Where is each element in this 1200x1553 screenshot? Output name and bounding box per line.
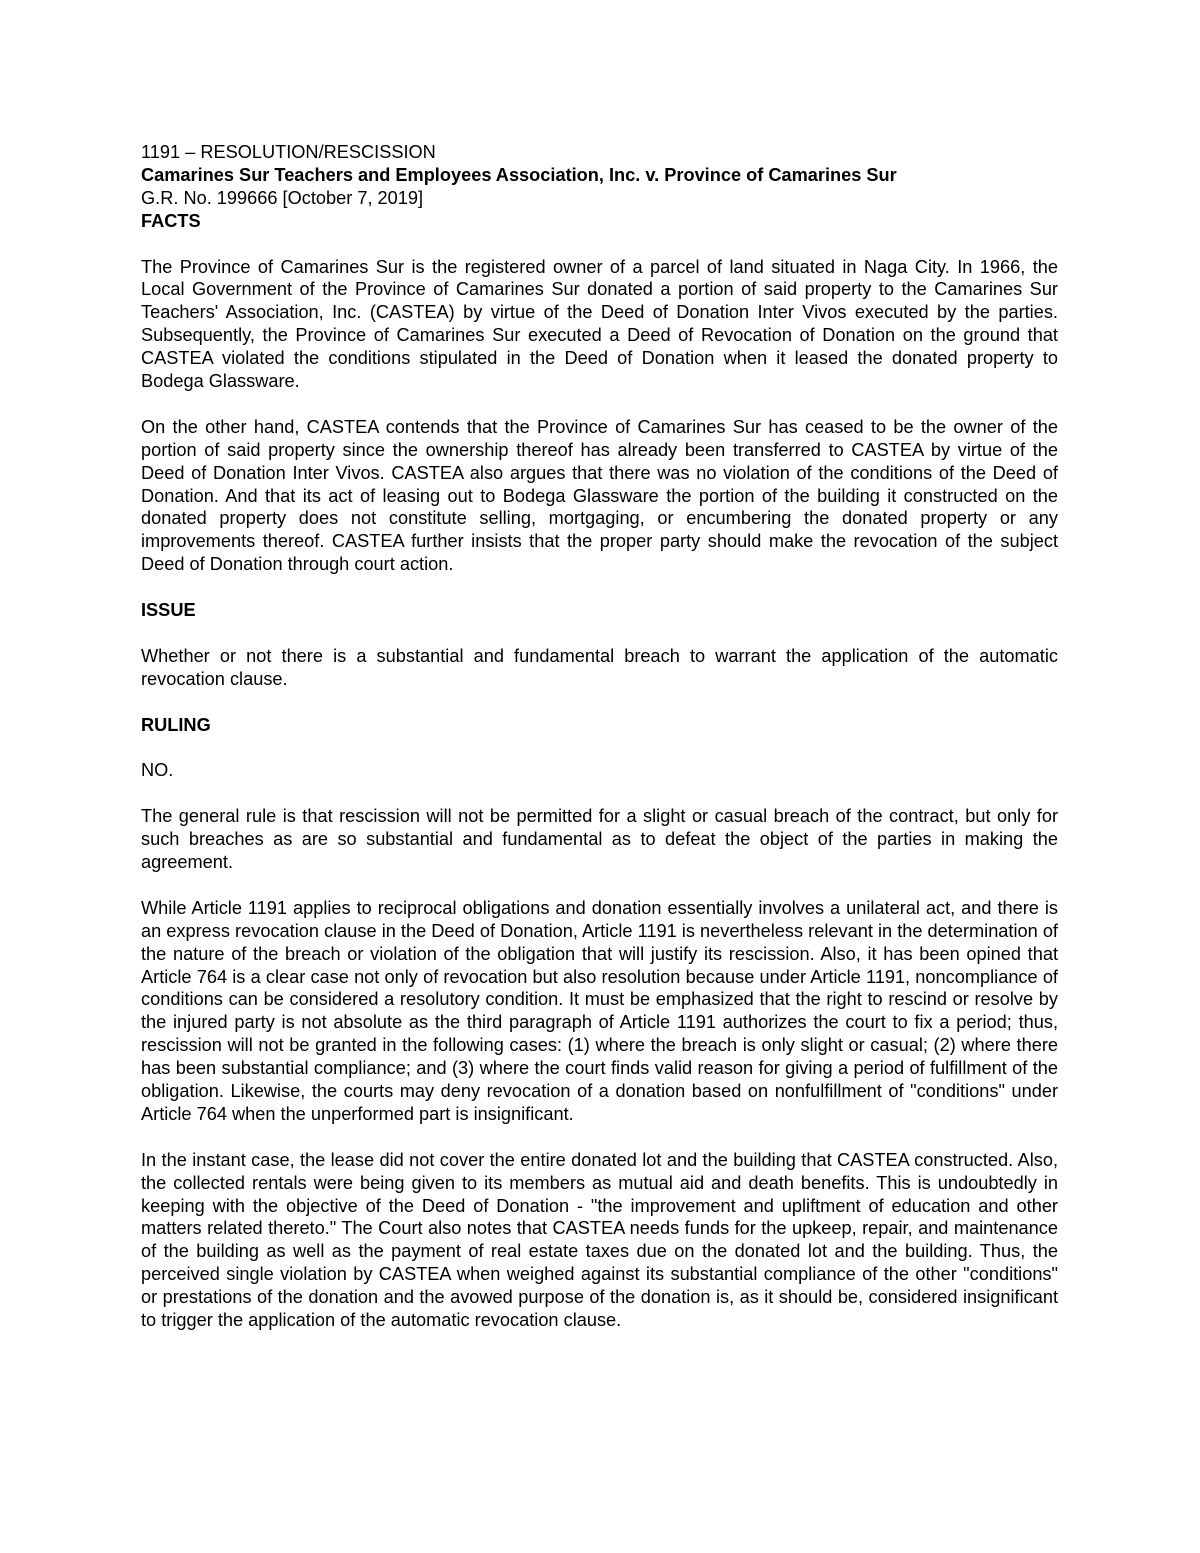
case-title: Camarines Sur Teachers and Employees Association, Inc. v. Province of Camarines Sur [141,164,897,185]
facts-paragraph-1: The Province of Camarines Sur is the registered owner of a parcel of land situated in Naga City. In 1966, the Local Government of the Province of Camarines Sur donated a portion of said property to the Camarines Sur Teachers' Association, Inc. (CASTEA) by virtue of the Deed of Donation Inter Vivos executed by the parties. Subsequently, the Province of Camarines Sur executed a Deed of Revocation of Donation on the ground that CASTEA violated the conditions stipulated in the Deed of Donation when it leased the donated property to Bodega Glassware. [141,256,1058,392]
ruling-paragraph-3: In the instant case, the lease did not cover the entire donated lot and the building that CASTEA constructed. Also, the collected rentals were being given to its members as mutual aid and death benefits. This is undoubtedly in keeping with the objective of the Deed of Donation - "the improvement and upliftment of education and other matters related thereto." The Court also notes that CASTEA needs funds for the upkeep, repair, and maintenance of the building as well as the payment of real estate taxes due on the donated lot and the building. Thus, the perceived single violation by CASTEA when weighed against its substantial compliance of the other "conditions" or prestations of the donation and the avowed purpose of the donation is, as it should be, considered insignificant to trigger the application of the automatic revocation clause. [141,1149,1058,1331]
spacer [141,782,1058,805]
ruling-answer: NO. [141,760,174,781]
spacer [141,874,1058,897]
spacer [141,736,1058,759]
spacer [141,622,1058,645]
topic-line: 1191 – RESOLUTION/RESCISSION [141,142,436,162]
spacer [141,393,1058,416]
spacer [141,691,1058,714]
facts-paragraph-2: On the other hand, CASTEA contends that the Province of Camarines Sur has ceased to be the owner of the portion of said property since the ownership thereof has already been transferred to CASTEA by virtue of the Deed of Donation Inter Vivos. CASTEA also argues that there was no violation of the conditions of the Deed of Donation. And that its act of leasing out to Bodega Glassware the portion of the building it constructed on the donated property does not constitute selling, mortgaging, or encumbering the donated property or any improvements thereof. CASTEA further insists that the proper party should make the revocation of the subject Deed of Donation through court action. [141,416,1058,575]
ruling-heading: RULING [141,714,211,735]
spacer [141,233,1058,256]
spacer [141,1126,1058,1149]
ruling-paragraph-1: The general rule is that rescission will not be permitted for a slight or casual breach of the contract, but only for such breaches as are so substantial and fundamental as to defeat the object of the parties in making the agreement. [141,806,1058,872]
document-page [141,141,1058,1332]
ruling-paragraph-2: While Article 1191 applies to reciprocal obligations and donation essentially involves a unilateral act, and there is an express revocation clause in the Deed of Donation, Article 1191 is nevertheless relevant in the determination of the nature of the breach or violation of the obligation that will justify its rescission. Also, it has been opined that Article 764 is a clear case not only of revocation but also resolution because under Article 1191, noncompliance of conditions can be considered a resolutory condition. It must be emphasized that the right to rescind or resolve by the injured party is not absolute as the third paragraph of Article 1191 authorizes the court to fix a period; thus, rescission will not be granted in the following cases: (1) where the breach is only slight or casual; (2) where there has been substantial compliance; and (3) where the court finds valid reason for giving a period of fulfillment of the obligation. Likewise, the courts may deny revocation of a donation based on nonfulfillment of "conditions" under Article 764 when the unperformed part is insignificant. [141,897,1058,1124]
issue-paragraph: Whether or not there is a substantial and fundamental breach to warrant the application of the automatic revocation clause. [141,645,1058,689]
issue-heading: ISSUE [141,600,196,621]
facts-heading: FACTS [141,210,201,231]
case-number: G.R. No. 199666 [October 7, 2019] [141,187,424,208]
spacer [141,576,1058,599]
